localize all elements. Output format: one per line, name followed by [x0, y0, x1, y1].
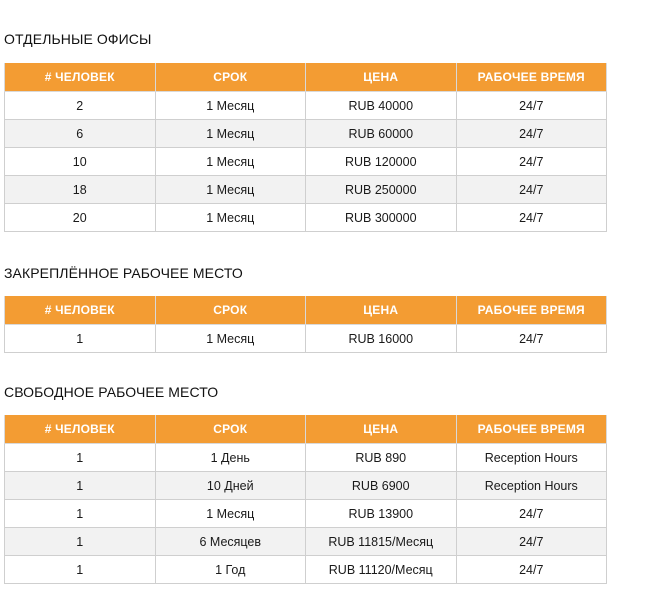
column-header-hours: РАБОЧЕЕ ВРЕМЯ — [456, 296, 607, 325]
cell-people: 1 — [5, 444, 156, 472]
cell-hours: 24/7 — [456, 204, 607, 232]
cell-term: 1 Месяц — [155, 325, 306, 353]
table-row — [5, 148, 607, 176]
column-header-hours: РАБОЧЕЕ ВРЕМЯ — [456, 63, 607, 92]
fixed-desk-table — [4, 296, 607, 353]
cell-price: RUB 11120/Месяц — [306, 556, 457, 584]
cell-term: 6 Месяцев — [155, 528, 306, 556]
section-title-fixed-desk: ЗАКРЕПЛЁННОЕ РАБОЧЕЕ МЕСТО — [4, 265, 243, 281]
cell-price: RUB 13900 — [306, 500, 457, 528]
table-row — [5, 500, 607, 528]
cell-price: RUB 40000 — [306, 92, 457, 120]
cell-people: 1 — [5, 325, 156, 353]
cell-people: 1 — [5, 556, 156, 584]
table-header-row — [5, 415, 607, 444]
table-header-row — [5, 63, 607, 92]
cell-hours: 24/7 — [456, 528, 607, 556]
table-row — [5, 528, 607, 556]
cell-term: 1 Месяц — [155, 148, 306, 176]
cell-people: 20 — [5, 204, 156, 232]
table-row — [5, 556, 607, 584]
cell-hours: Reception Hours — [456, 444, 607, 472]
cell-term: 1 Месяц — [155, 176, 306, 204]
table-row — [5, 204, 607, 232]
cell-term: 1 День — [155, 444, 306, 472]
column-header-price: ЦЕНА — [306, 415, 457, 444]
hot-desk-table — [4, 415, 607, 584]
cell-people: 2 — [5, 92, 156, 120]
cell-price: RUB 120000 — [306, 148, 457, 176]
column-header-term: СРОК — [155, 63, 306, 92]
section-title-hot-desk: СВОБОДНОЕ РАБОЧЕЕ МЕСТО — [4, 384, 219, 400]
table-row — [5, 176, 607, 204]
cell-people: 1 — [5, 500, 156, 528]
table-row — [5, 120, 607, 148]
cell-price: RUB 11815/Месяц — [306, 528, 457, 556]
column-header-price: ЦЕНА — [306, 63, 457, 92]
column-header-people: # ЧЕЛОВЕК — [5, 296, 156, 325]
cell-term: 1 Год — [155, 556, 306, 584]
cell-hours: 24/7 — [456, 556, 607, 584]
cell-price: RUB 6900 — [306, 472, 457, 500]
cell-term: 10 Дней — [155, 472, 306, 500]
column-header-price: ЦЕНА — [306, 296, 457, 325]
cell-people: 1 — [5, 528, 156, 556]
cell-price: RUB 300000 — [306, 204, 457, 232]
table-row — [5, 92, 607, 120]
column-header-hours: РАБОЧЕЕ ВРЕМЯ — [456, 415, 607, 444]
cell-price: RUB 250000 — [306, 176, 457, 204]
cell-hours: 24/7 — [456, 500, 607, 528]
section-title-private-offices: ОТДЕЛЬНЫЕ ОФИСЫ — [4, 31, 152, 47]
cell-price: RUB 890 — [306, 444, 457, 472]
cell-people: 6 — [5, 120, 156, 148]
cell-hours: 24/7 — [456, 325, 607, 353]
cell-people: 10 — [5, 148, 156, 176]
column-header-term: СРОК — [155, 296, 306, 325]
cell-hours: Reception Hours — [456, 472, 607, 500]
cell-people: 18 — [5, 176, 156, 204]
cell-price: RUB 60000 — [306, 120, 457, 148]
cell-term: 1 Месяц — [155, 204, 306, 232]
cell-hours: 24/7 — [456, 120, 607, 148]
cell-hours: 24/7 — [456, 148, 607, 176]
column-header-people: # ЧЕЛОВЕК — [5, 63, 156, 92]
table-row — [5, 444, 607, 472]
cell-term: 1 Месяц — [155, 500, 306, 528]
cell-hours: 24/7 — [456, 176, 607, 204]
cell-hours: 24/7 — [456, 92, 607, 120]
cell-people: 1 — [5, 472, 156, 500]
column-header-people: # ЧЕЛОВЕК — [5, 415, 156, 444]
cell-term: 1 Месяц — [155, 92, 306, 120]
cell-term: 1 Месяц — [155, 120, 306, 148]
table-header-row — [5, 296, 607, 325]
table-row — [5, 472, 607, 500]
private-offices-table — [4, 63, 607, 232]
table-row — [5, 325, 607, 353]
column-header-term: СРОК — [155, 415, 306, 444]
cell-price: RUB 16000 — [306, 325, 457, 353]
